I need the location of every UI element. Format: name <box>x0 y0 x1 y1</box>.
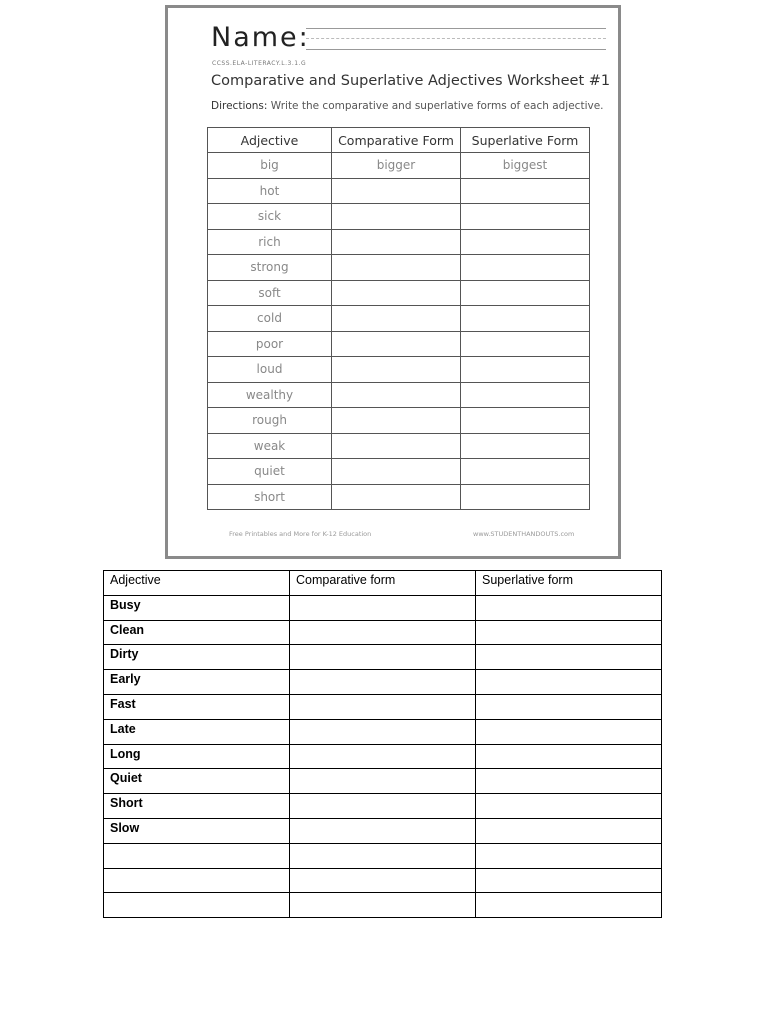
comparative-cell <box>290 670 476 695</box>
adjective-cell <box>104 893 290 918</box>
header-adjective: Adjective <box>208 128 332 153</box>
adjective-table <box>103 570 662 918</box>
table-row <box>104 818 662 843</box>
superlative-cell: biggest <box>461 153 590 179</box>
table-row <box>104 893 662 918</box>
adjective-cell: soft <box>208 280 332 306</box>
adjective-cell: Slow <box>104 818 290 843</box>
table-row <box>104 694 662 719</box>
superlative-cell <box>476 620 662 645</box>
worksheet-row <box>208 306 590 332</box>
comparative-cell <box>290 868 476 893</box>
worksheet-row <box>208 408 590 434</box>
superlative-cell <box>476 670 662 695</box>
comparative-cell <box>332 484 461 510</box>
superlative-cell <box>461 433 590 459</box>
adjective-cell: short <box>208 484 332 510</box>
directions-label: Directions: <box>211 100 268 112</box>
adjective-cell: Dirty <box>104 645 290 670</box>
adjective-cell: Quiet <box>104 769 290 794</box>
superlative-cell <box>476 868 662 893</box>
comparative-cell <box>290 744 476 769</box>
comparative-cell <box>290 694 476 719</box>
worksheet-row <box>208 433 590 459</box>
comparative-cell <box>290 769 476 794</box>
directions-text: Write the comparative and superlative forms of each adjective. <box>270 100 604 112</box>
table-row <box>104 794 662 819</box>
superlative-cell <box>461 204 590 230</box>
comparative-cell <box>332 280 461 306</box>
worksheet-row <box>208 484 590 510</box>
directions <box>211 100 604 112</box>
superlative-cell <box>476 794 662 819</box>
worksheet-row <box>208 280 590 306</box>
comparative-cell <box>332 178 461 204</box>
superlative-cell <box>461 331 590 357</box>
superlative-cell <box>461 229 590 255</box>
header-superlative-form: Superlative form <box>476 571 662 596</box>
footer-right: www.STUDENTHANDOUTS.com <box>473 530 575 538</box>
comparative-cell <box>332 382 461 408</box>
superlative-cell <box>461 306 590 332</box>
superlative-cell <box>476 818 662 843</box>
header-comparative: Comparative Form <box>332 128 461 153</box>
comparative-cell <box>290 818 476 843</box>
worksheet-image <box>165 5 621 559</box>
superlative-cell <box>461 459 590 485</box>
superlative-cell <box>461 357 590 383</box>
worksheet-row <box>208 331 590 357</box>
table-row <box>104 719 662 744</box>
table-row <box>104 620 662 645</box>
adjective-cell: big <box>208 153 332 179</box>
comparative-cell <box>290 595 476 620</box>
comparative-cell <box>332 229 461 255</box>
comparative-cell <box>290 620 476 645</box>
table-row <box>104 769 662 794</box>
comparative-cell <box>332 331 461 357</box>
worksheet-row <box>208 459 590 485</box>
comparative-cell <box>290 893 476 918</box>
adjective-cell <box>104 843 290 868</box>
adjective-table-header <box>104 571 662 596</box>
adjective-cell: cold <box>208 306 332 332</box>
adjective-cell: strong <box>208 255 332 281</box>
adjective-cell <box>104 868 290 893</box>
adjective-cell: Early <box>104 670 290 695</box>
adjective-cell: Clean <box>104 620 290 645</box>
worksheet-row <box>208 357 590 383</box>
table-row <box>104 868 662 893</box>
adjective-cell: Fast <box>104 694 290 719</box>
worksheet-row <box>208 229 590 255</box>
comparative-cell <box>290 843 476 868</box>
superlative-cell <box>476 595 662 620</box>
superlative-cell <box>476 744 662 769</box>
standard-code: CCSS.ELA-LITERACY.L.3.1.G <box>212 60 307 67</box>
comparative-cell <box>290 719 476 744</box>
superlative-cell <box>476 719 662 744</box>
comparative-cell <box>332 357 461 383</box>
superlative-cell <box>476 769 662 794</box>
worksheet-row <box>208 153 590 179</box>
name-writing-lines <box>306 28 606 50</box>
worksheet-row <box>208 255 590 281</box>
adjective-cell: rough <box>208 408 332 434</box>
superlative-cell <box>461 382 590 408</box>
adjective-cell: loud <box>208 357 332 383</box>
adjective-cell: rich <box>208 229 332 255</box>
name-label: Name: <box>211 22 310 53</box>
superlative-cell <box>476 843 662 868</box>
comparative-cell <box>332 433 461 459</box>
table-row <box>104 744 662 769</box>
adjective-cell: wealthy <box>208 382 332 408</box>
worksheet-table <box>207 127 590 510</box>
adjective-cell: Long <box>104 744 290 769</box>
comparative-cell <box>332 255 461 281</box>
adjective-cell: hot <box>208 178 332 204</box>
comparative-cell <box>290 794 476 819</box>
header-superlative: Superlative Form <box>461 128 590 153</box>
superlative-cell <box>476 893 662 918</box>
comparative-cell <box>332 306 461 332</box>
superlative-cell <box>461 280 590 306</box>
adjective-cell: poor <box>208 331 332 357</box>
superlative-cell <box>461 178 590 204</box>
superlative-cell <box>461 255 590 281</box>
comparative-cell <box>290 645 476 670</box>
superlative-cell <box>476 694 662 719</box>
comparative-cell <box>332 408 461 434</box>
worksheet-row <box>208 382 590 408</box>
adjective-cell: Busy <box>104 595 290 620</box>
worksheet-table-header <box>208 128 590 153</box>
footer-left: Free Printables and More for K-12 Education <box>229 530 372 538</box>
adjective-cell: weak <box>208 433 332 459</box>
adjective-cell: Late <box>104 719 290 744</box>
comparative-cell: bigger <box>332 153 461 179</box>
superlative-cell <box>461 408 590 434</box>
worksheet-row <box>208 178 590 204</box>
worksheet-title: Comparative and Superlative Adjectives Worksheet #1 <box>211 73 611 89</box>
worksheet-row <box>208 204 590 230</box>
header-comparative-form: Comparative form <box>290 571 476 596</box>
adjective-cell: Short <box>104 794 290 819</box>
table-row <box>104 595 662 620</box>
comparative-cell <box>332 204 461 230</box>
header-adjective: Adjective <box>104 571 290 596</box>
table-row <box>104 843 662 868</box>
adjective-cell: sick <box>208 204 332 230</box>
comparative-cell <box>332 459 461 485</box>
superlative-cell <box>476 645 662 670</box>
superlative-cell <box>461 484 590 510</box>
table-row <box>104 670 662 695</box>
adjective-cell: quiet <box>208 459 332 485</box>
table-row <box>104 645 662 670</box>
